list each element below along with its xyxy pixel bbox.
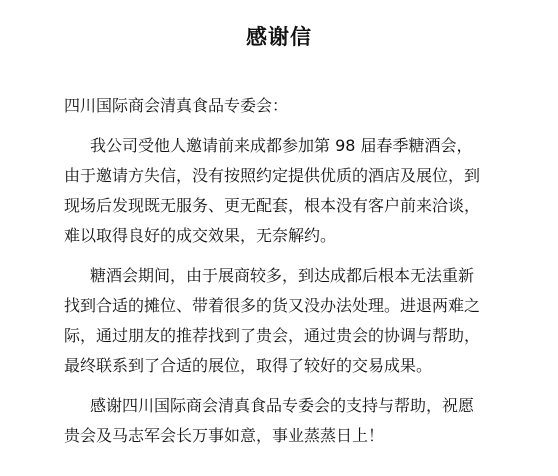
paragraph-2-line-1: 糖酒会期间，由于展商较多，到达成都后根本无法重新 bbox=[90, 266, 475, 285]
paragraph-2-line-4: 最终联系到了合适的展位，取得了较好的交易成果。 bbox=[64, 356, 433, 375]
paragraph-1-line-2: 由于邀请方失信，没有按照约定提供优质的酒店及展位，到 bbox=[64, 166, 481, 185]
paragraph-1-line-4: 难以取得良好的成交效果，无奈解约。 bbox=[64, 226, 337, 245]
paragraph-2-line-3: 际，通过朋友的推荐找到了贵会，通过贵会的协调与帮助， bbox=[64, 326, 481, 345]
paragraph-2-line-2: 找到合适的摊位、带着很多的货又没办法处理。进退两难之 bbox=[64, 296, 481, 315]
letter-salutation: 四川国际商会清真食品专委会： bbox=[64, 96, 289, 115]
paragraph-3-line-1: 感谢四川国际商会清真食品专委会的支持与帮助，祝愿 bbox=[90, 396, 475, 415]
paragraph-3-line-2: 贵会及马志军会长万事如意，事业蒸蒸日上！ bbox=[64, 426, 385, 445]
letter-title: 感谢信 bbox=[246, 25, 312, 49]
paragraph-1-line-1: 我公司受他人邀请前来成都参加第 98 届春季糖酒会， bbox=[90, 136, 473, 155]
paragraph-1-line-3: 现场后发现既无服务、更无配套，根本没有客户前来洽谈， bbox=[64, 196, 481, 215]
